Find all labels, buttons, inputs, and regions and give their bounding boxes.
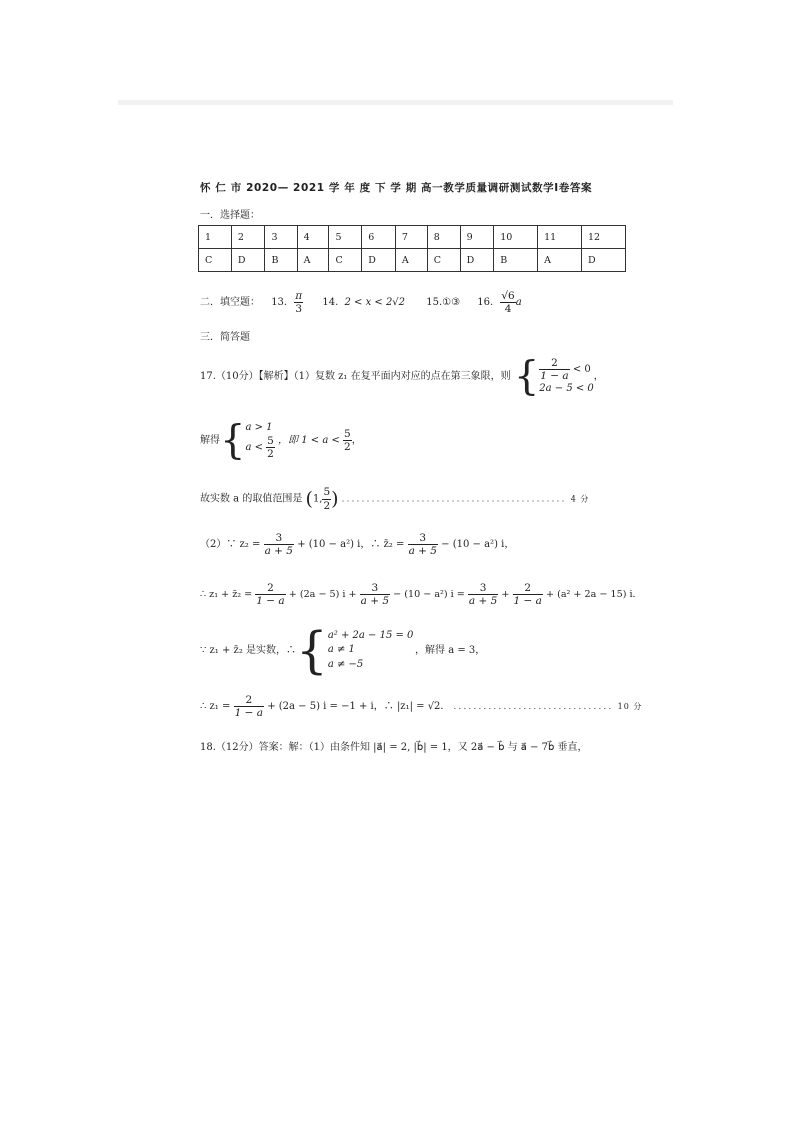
q17-sum-line <box>200 578 642 612</box>
q18-line: 18.（12分）答案：解：（1）由条件知 |a⃗| = 2, |b⃗| = 1，又 2a⃗ − b⃗ 与 a⃗ − 7b⃗ 垂直， <box>200 742 588 753</box>
fraction-numerator: 3 <box>360 582 390 595</box>
section-3-heading: 三．简答题 <box>200 332 250 343</box>
real-system <box>328 629 412 673</box>
fraction-denominator: 1 − a <box>256 595 285 607</box>
page-top-border <box>118 100 673 105</box>
table-cell: 8 <box>427 226 460 249</box>
system-inequality-head: a < <box>245 442 263 454</box>
fraction-denominator: a + 5 <box>264 545 293 557</box>
sum-middle-2: − (10 − a²) i = <box>393 589 465 600</box>
solve-label: 解得 <box>200 435 220 446</box>
table-cell: 6 <box>362 226 396 249</box>
fraction-numerator: √6 <box>501 290 515 302</box>
brace-icon: { <box>513 353 540 400</box>
fraction-numerator: 2 <box>255 582 285 595</box>
system-fraction <box>266 435 275 460</box>
fraction-denominator: 2 <box>344 441 351 453</box>
table-cell: D <box>460 249 494 272</box>
fraction-denominator: 3 <box>295 303 303 316</box>
sum-middle-3: + <box>501 589 510 600</box>
range-fraction <box>322 486 331 511</box>
section-2-heading: 二．填空题： <box>200 297 260 309</box>
q16-variable: a <box>515 297 522 309</box>
q17-solve-line: 解得{ a > 1 a < $\frac{5}{2}$ ，即 1 < a < $\frac{5}{2}$ ， <box>200 417 362 464</box>
fraction-denominator: 2 <box>323 499 331 512</box>
q14-label: 14. <box>322 297 339 309</box>
sum-tail: + (a² + 2a − 15) i． <box>545 589 643 600</box>
fraction-denominator: 1 − a <box>540 369 569 382</box>
fraction-denominator: a + 5 <box>360 595 390 607</box>
brace-icon: { <box>220 417 246 464</box>
table-cell: 3 <box>265 226 297 249</box>
table-cell: 7 <box>395 226 427 249</box>
paren-icon: ) <box>331 488 339 510</box>
section-2-line <box>200 290 522 315</box>
fraction-numerator: 5 <box>344 427 351 440</box>
q17-real-line <box>200 622 485 680</box>
table-cell: 10 <box>494 226 538 249</box>
range-text: 故实数 a 的取值范围是 <box>200 493 303 505</box>
fraction-numerator: 2 <box>539 357 569 370</box>
q17-z1-line <box>200 690 642 724</box>
part2-tail: − (10 − a²) i， <box>441 539 515 550</box>
table-cell: B <box>265 249 297 272</box>
z1-tail: + (2a − 5) i = −1 + i，∴ |z₁| = √2． <box>267 701 451 712</box>
answer-table <box>198 225 626 272</box>
range-lower: 1, <box>312 493 323 505</box>
q17-intro-line: 17.（10分）【解析】（1）复数 z₁ 在复平面内对应的点在第三象限，则 { $\frac{2}{1 - a}$ < 0 2a − 5 < 0 ， <box>200 353 604 400</box>
table-cell: D <box>362 249 396 272</box>
fraction-denominator: 4 <box>504 303 512 316</box>
part2-fraction-1 <box>264 532 294 557</box>
sum-fraction-4 <box>513 582 543 607</box>
table-row-numbers <box>199 226 626 249</box>
system-inequality-tail: < 0 <box>572 363 591 375</box>
fraction-denominator: a + 5 <box>408 545 437 557</box>
fraction-numerator: 3 <box>408 532 438 545</box>
table-cell: 4 <box>297 226 329 249</box>
table-cell: C <box>329 249 362 272</box>
table-cell: D <box>231 249 265 272</box>
solve-result-fraction <box>343 428 352 453</box>
table-cell: 2 <box>231 226 265 249</box>
part2-middle: + (10 − a²) i，∴ z̄₂ = <box>297 539 405 550</box>
sum-fraction-1 <box>255 582 285 607</box>
real-head: ∵ z₁ + z̄₂ 是实数，∴ <box>200 645 297 656</box>
brace-icon: { <box>296 621 328 680</box>
fraction-numerator: 5 <box>267 435 274 448</box>
system-equation: a² + 2a − 15 = 0 <box>327 629 414 641</box>
table-cell: 1 <box>199 226 232 249</box>
sum-fraction-3 <box>468 582 498 607</box>
sum-middle-1: + (2a − 5) i + <box>288 589 357 600</box>
table-cell: C <box>427 249 460 272</box>
table-cell: 5 <box>329 226 362 249</box>
system-inequality: a > 1 <box>245 421 273 433</box>
system-fraction <box>539 357 569 382</box>
sum-head: ∴ z₁ + z̄₂ = <box>200 589 253 600</box>
system-inequality: a ≠ −5 <box>327 658 364 670</box>
table-cell: A <box>395 249 427 272</box>
document-title: 怀 仁 市 2020— 2021 学 年 度 下 学 期 高一教学质量调研测试数学Ⅰ卷答案 <box>200 182 593 194</box>
q15-answer: 15.①③ <box>426 297 461 309</box>
system-inequality: a ≠ 1 <box>327 644 355 656</box>
table-cell: 9 <box>460 226 494 249</box>
score-4: ．．．．．．．．．．．．．．．．．．．．．．．．．．．．．．．．．．．．．．．．．．．．．4 分 <box>341 494 590 504</box>
q14-answer: 2 < x < 2√2 <box>344 297 406 309</box>
table-cell: 12 <box>582 226 626 249</box>
fraction-denominator: 1 − a <box>513 595 542 607</box>
fraction-denominator: a + 5 <box>468 595 498 607</box>
paren-icon: ( <box>305 488 313 510</box>
q17-intro: 17.（10分）【解析】（1）复数 z₁ 在复平面内对应的点在第三象限，则 <box>200 371 511 382</box>
fraction-numerator: π <box>295 290 303 302</box>
system-inequality: 2a − 5 < 0 <box>539 382 594 394</box>
q17-system-1 <box>539 357 594 397</box>
q13-label: 13. <box>271 297 288 309</box>
fraction-numerator: 3 <box>264 532 294 545</box>
table-cell: A <box>538 249 582 272</box>
sum-fraction-2 <box>360 582 390 607</box>
section-1-heading: 一．选择题： <box>200 210 260 221</box>
part2-fraction-2 <box>408 532 438 557</box>
z1-fraction <box>234 694 264 719</box>
fraction-numerator: 2 <box>513 582 543 595</box>
table-cell: 11 <box>538 226 582 249</box>
fraction-denominator: 1 − a <box>234 707 263 719</box>
q17-system-2 <box>245 421 274 461</box>
q16-label: 16. <box>477 297 494 309</box>
part2-head: （2）∵ z₂ = <box>200 539 261 550</box>
fraction-numerator: 2 <box>234 694 264 707</box>
z1-head: ∴ z₁ = <box>200 701 231 712</box>
real-tail: ，解得 a = 3， <box>415 645 486 656</box>
fraction-numerator: 5 <box>323 486 331 499</box>
score-10: ．．．．．．．．．．．．．．．．．．．．．．．．．．．．．．．．10 分 <box>453 702 643 711</box>
q16-fraction <box>500 290 515 315</box>
table-cell: D <box>582 249 626 272</box>
table-row-answers <box>199 249 626 272</box>
solve-result: ，即 1 < a < <box>278 435 340 446</box>
table-cell: B <box>494 249 538 272</box>
q17-part2-line <box>200 528 514 562</box>
q17-range-line <box>200 482 589 517</box>
q13-fraction <box>294 290 303 315</box>
fraction-numerator: 3 <box>468 582 498 595</box>
fraction-denominator: 2 <box>267 448 274 461</box>
table-cell: C <box>199 249 232 272</box>
table-cell: A <box>297 249 329 272</box>
